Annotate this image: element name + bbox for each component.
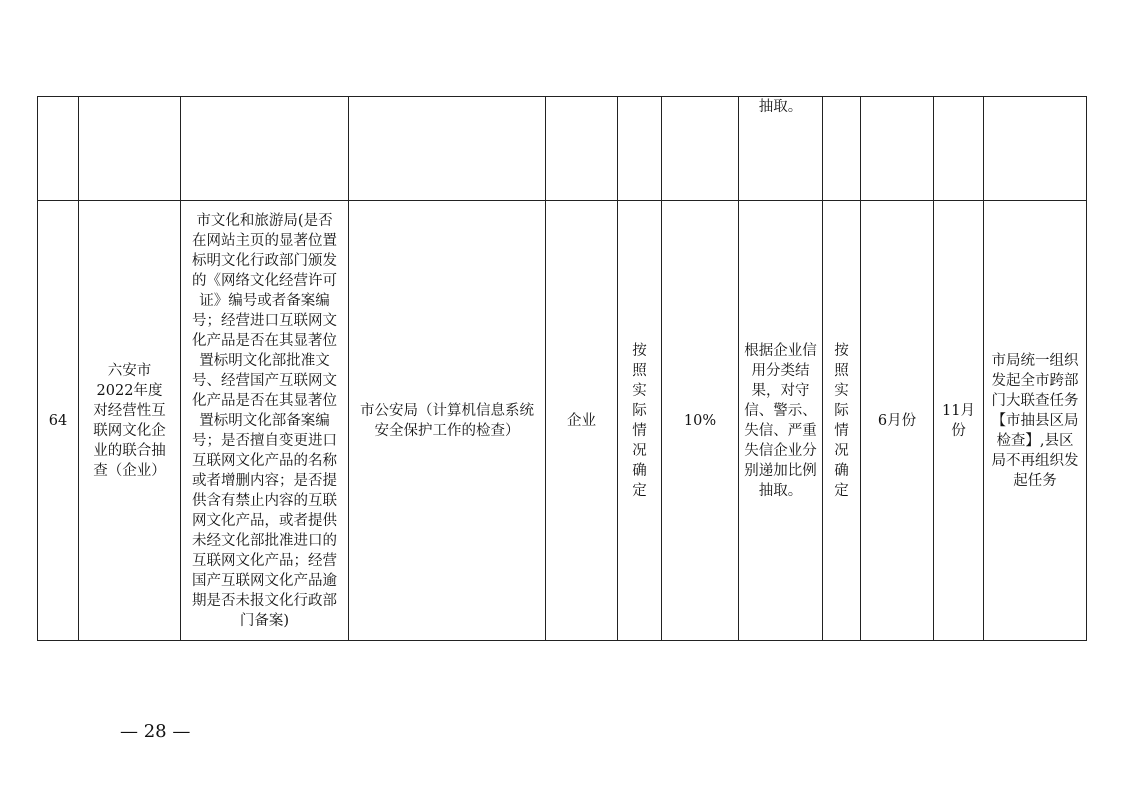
note-text: 市局统一组织发起全市跨部门大联查任务【市抽县区局检查】,县区局不再组织发起任务 (991, 352, 1079, 489)
cell-empty (349, 97, 546, 201)
cell-empty (662, 97, 739, 201)
object-text: 企业 (567, 412, 596, 429)
page-number: — 28 — (120, 721, 191, 742)
cell-empty (984, 97, 1087, 201)
method-continued-text: 抽取。 (758, 99, 803, 115)
cell-end (934, 201, 984, 641)
cell-empty (546, 97, 618, 201)
end-text: 11月份 (942, 402, 975, 439)
cell-start (861, 201, 934, 641)
dept2-text: 市公安局（计算机信息系统安全保护工作的检查） (360, 402, 534, 439)
cell-dept1 (181, 201, 349, 641)
method-text: 根据企业信用分类结果，对守信、警示、失信、严重失信企业分别递加比例抽取。 (744, 342, 817, 499)
count-text: 按照实际情况确定 (834, 342, 849, 499)
start-text: 6月份 (877, 412, 917, 429)
table-row-continued (38, 97, 1087, 201)
cell-empty (181, 97, 349, 201)
cell-seq (38, 201, 79, 641)
cell-note (984, 201, 1087, 641)
seq-number: 64 (48, 412, 68, 429)
cell-empty (861, 97, 934, 201)
cell-object (546, 201, 618, 641)
cell-ratio (662, 201, 739, 641)
task-name: 六安市2022年度对经营性互联网文化企业的联合抽查（企业） (93, 362, 166, 479)
cell-dept2 (349, 201, 546, 641)
cell-empty (934, 97, 984, 201)
cell-task (79, 201, 181, 641)
cell-count (823, 201, 861, 641)
quantity-text: 按照实际情况确定 (632, 342, 647, 499)
cell-method (739, 201, 823, 641)
cell-empty (38, 97, 79, 201)
dept1-text: 市文化和旅游局(是否在网站主页的显著位置标明文化行政部门颁发的《网络文化经营许可证》编号或者备案编号；经营进口互联网文化产品是否在其显著位置标明文化部批准文号、经营国产互联网文化产品是否在其显著位置标明文化部备案编号；是否擅自变更进口互联网文化产品的名称或者增删内容；是否提供含有禁止内容的互联网文化产品，或者提供未经文化部批准进口的互联网文化产品；经营国产互联网文化产品逾期是否未报文化行政部门备案) (192, 212, 337, 629)
cell-empty (823, 97, 861, 201)
ratio-text: 10% (683, 412, 717, 429)
inspection-table (37, 96, 1087, 641)
cell-empty (79, 97, 181, 201)
cell-method-continued (739, 97, 823, 201)
cell-quantity (618, 201, 662, 641)
table-row (38, 201, 1087, 641)
cell-empty (618, 97, 662, 201)
